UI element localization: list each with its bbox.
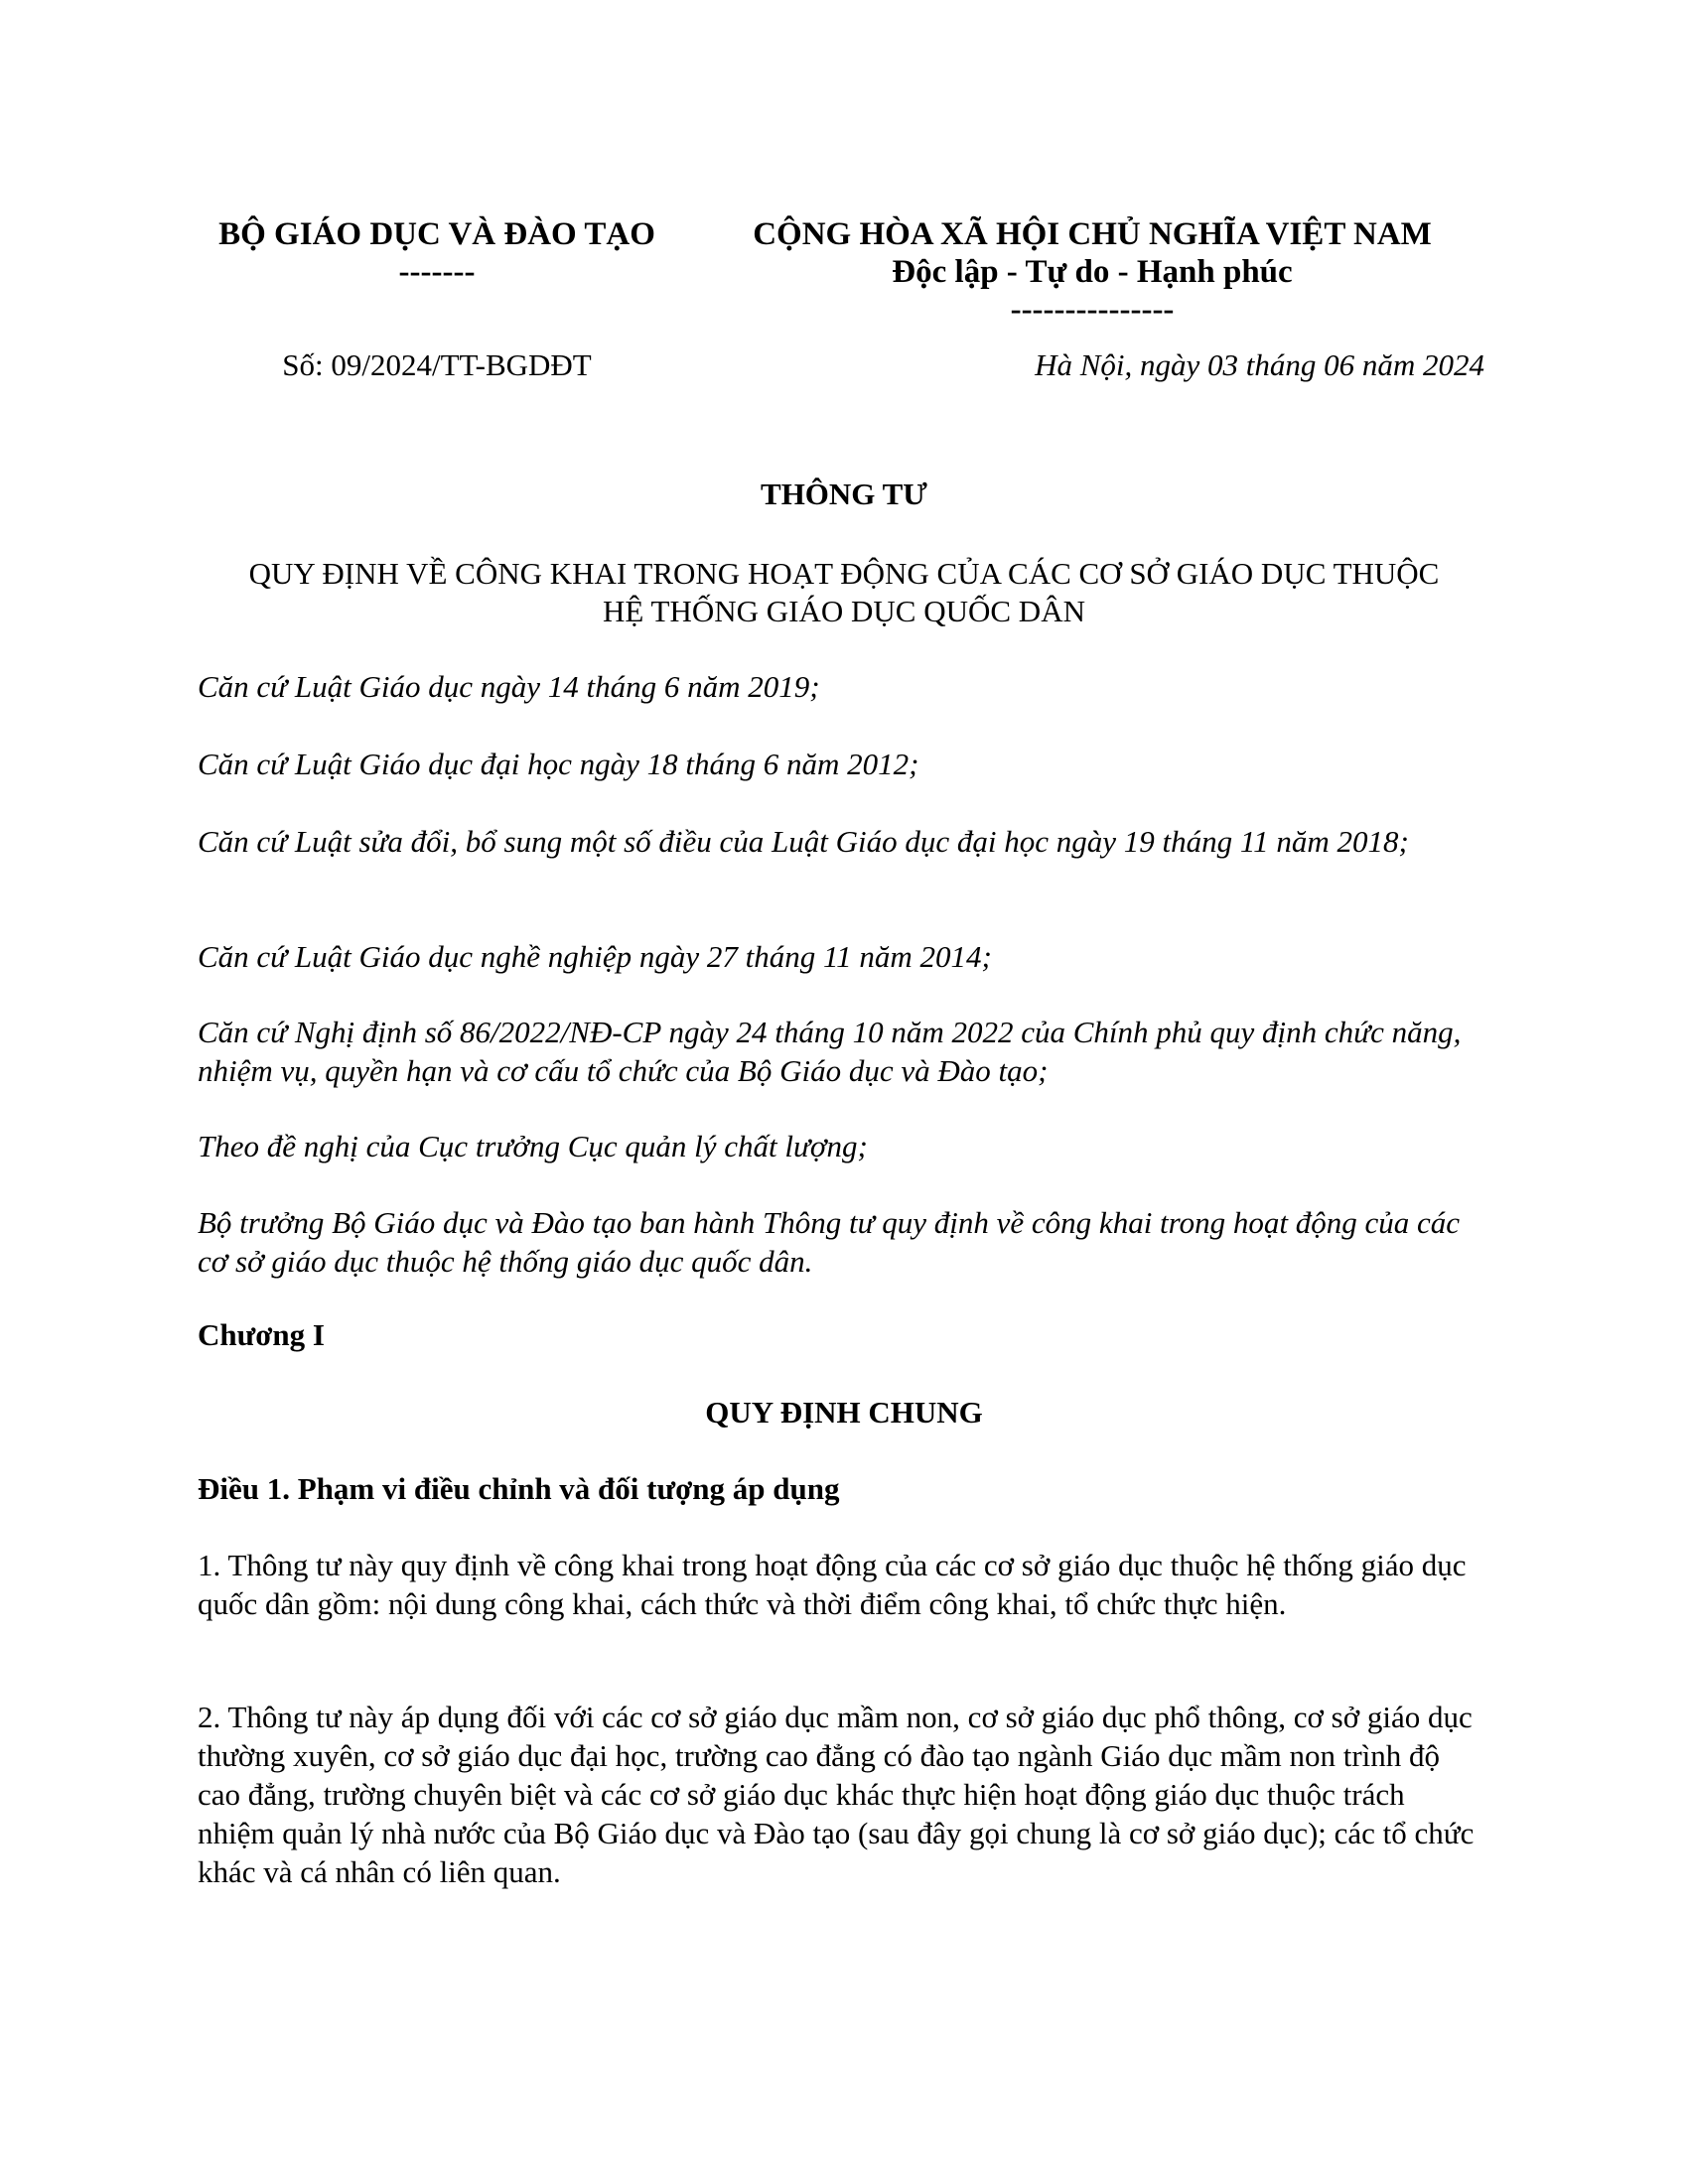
motto-rule: ---------------: [1010, 292, 1175, 328]
place-and-date: Hà Nội, ngày 03 tháng 06 năm 2024: [1035, 347, 1484, 382]
document-number: Số: 09/2024/TT-BGDĐT: [282, 347, 592, 382]
republic-name: CỘNG HÒA XÃ HỘI CHỦ NGHĨA VIỆT NAM: [753, 216, 1432, 252]
legal-basis-3: Căn cứ Luật sửa đổi, bổ sung một số điều của Luật Giáo dục đại học ngày 19 tháng 11 năm 2018;: [198, 824, 1409, 859]
national-motto: Độc lập - Tự do - Hạnh phúc: [892, 254, 1293, 290]
legal-basis-4: Căn cứ Luật Giáo dục nghề nghiệp ngày 27 tháng 11 năm 2014;: [198, 939, 992, 974]
ministry-rule: -------: [398, 254, 476, 290]
issuance-statement: Bộ trưởng Bộ Giáo dục và Đào tạo ban hành Thông tư quy định về công khai trong hoạt động của các cơ sở giáo dục thuộc hệ thống giáo dục quốc dân.: [198, 1205, 1460, 1279]
document-type-title: THÔNG TƯ: [761, 477, 927, 511]
article-1-clause-2: 2. Thông tư này áp dụng đối với các cơ sở giáo dục mầm non, cơ sở giáo dục phổ thông, cơ sở giáo dục thường xuyên, cơ sở giáo dục đại học, trường cao đẳng có đào tạo ngành Giáo dục mầm non trình độ cao đẳng, trường chuyên biệt và các cơ sở giáo dục khác thực hiện hoạt động giáo dục thuộc trách nhiệm quản lý nhà nước của Bộ Giáo dục và Đào tạo (sau đây gọi chung là cơ sở giáo dục); các tổ chức khác và cá nhân có liên quan.: [198, 1700, 1475, 1889]
legal-basis-1: Căn cứ Luật Giáo dục ngày 14 tháng 6 năm 2019;: [198, 669, 820, 704]
chapter-label: Chương I: [198, 1317, 325, 1352]
legal-basis-2: Căn cứ Luật Giáo dục đại học ngày 18 tháng 6 năm 2012;: [198, 747, 919, 781]
document-subject-line-1: QUY ĐỊNH VỀ CÔNG KHAI TRONG HOẠT ĐỘNG CỦA CÁC CƠ SỞ GIÁO DỤC THUỘC: [248, 556, 1440, 591]
article-1-heading: Điều 1. Phạm vi điều chỉnh và đối tượng áp dụng: [198, 1471, 840, 1506]
document-subject-line-2: HỆ THỐNG GIÁO DỤC QUỐC DÂN: [603, 594, 1085, 628]
ministry-name: BỘ GIÁO DỤC VÀ ĐÀO TẠO: [218, 216, 655, 252]
proposal-line: Theo đề nghị của Cục trưởng Cục quản lý chất lượng;: [198, 1129, 868, 1163]
legal-basis-5: Căn cứ Nghị định số 86/2022/NĐ-CP ngày 24 tháng 10 năm 2022 của Chính phủ quy định chức năng, nhiệm vụ, quyền hạn và cơ cấu tổ chức của Bộ Giáo dục và Đào tạo;: [198, 1015, 1462, 1088]
article-1-clause-1: 1. Thông tư này quy định về công khai trong hoạt động của các cơ sở giáo dục thuộc hệ thống giáo dục quốc dân gồm: nội dung công khai, cách thức và thời điểm công khai, tổ chức thực hiện.: [198, 1548, 1467, 1621]
chapter-title: QUY ĐỊNH CHUNG: [705, 1395, 983, 1430]
